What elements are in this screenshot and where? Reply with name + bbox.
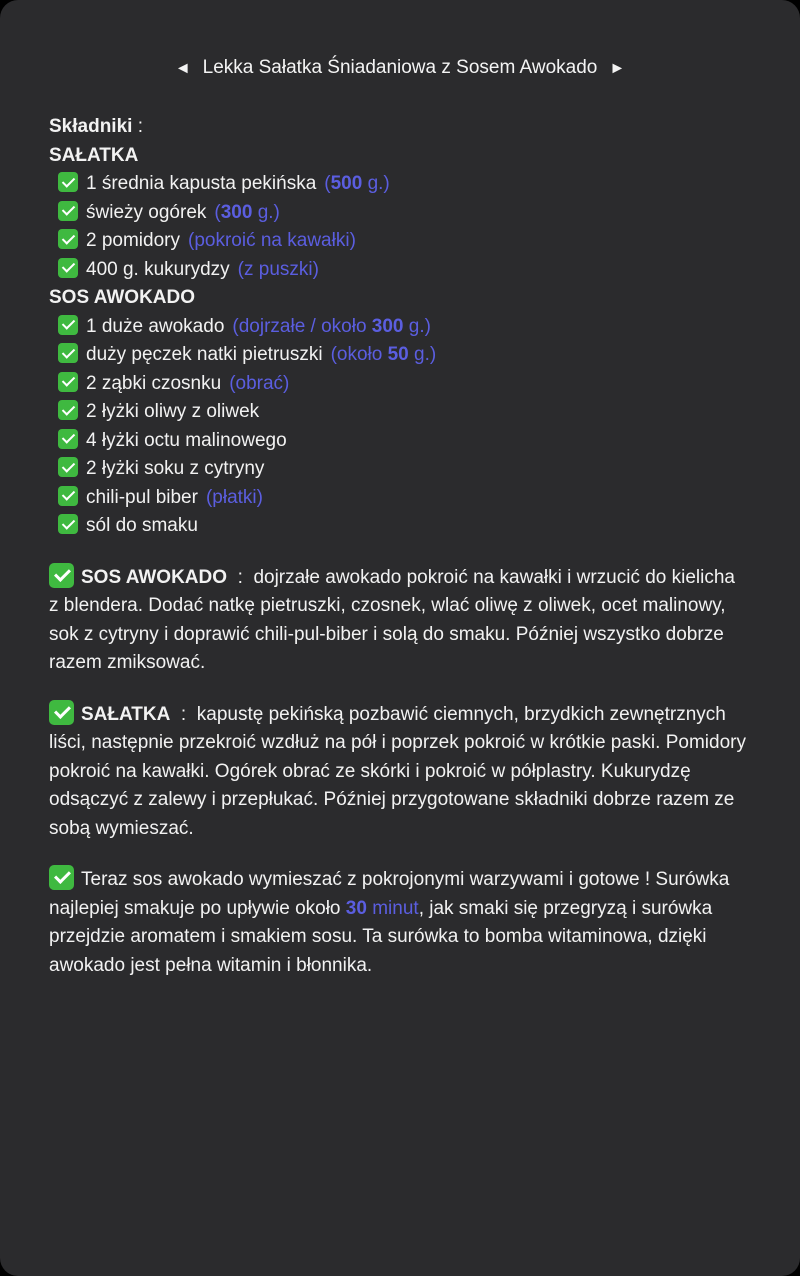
ingredient-item <box>58 512 749 541</box>
step-sauce <box>49 563 749 678</box>
ingredient-text: świeży ogórek <box>86 201 207 223</box>
ingredient-item <box>58 341 749 370</box>
ingredient-item <box>58 398 749 427</box>
ingredient-item <box>58 256 749 285</box>
note-prefix: ( <box>324 173 331 194</box>
ingredients-title-suffix: : <box>132 116 143 137</box>
step-body: kapustę pekińską pozbawić ciemnych, brzydkich zewnętrznych liści, następnie przekroić wzdłuż na pół i poprzek pokroić w krótkie paski. Pomidory pokroić na kawałki. Ogórek obrać ze skórki i pokroić w półplastry. Kukurydzę odsączyć z zalewy i przepłukać. Później przygotowane składniki dobrze razem ze sobą wymieszać. <box>49 703 746 839</box>
ingredient-item <box>58 199 749 228</box>
note-suffix: g.) <box>408 344 437 365</box>
step-lead: SOS AWOKADO <box>81 566 228 588</box>
check-icon <box>58 372 78 392</box>
step-salad <box>49 700 749 844</box>
note-prefix: (dojrzałe / około <box>232 315 372 337</box>
note-quantity: 50 <box>387 344 409 365</box>
note-suffix: g.) <box>362 173 390 194</box>
spacer <box>49 843 749 865</box>
note-suffix: g.) <box>252 201 280 223</box>
step-text-after: , jak smaki się przegryzą i surówka przejdzie aromatem i smakiem sosu. Ta surówka to bomba witaminowa, dzięki awokado jest pełna witamin i błonnika. <box>49 897 713 976</box>
ingredients-title: Składniki <box>49 116 133 137</box>
note-suffix: g.) <box>403 315 431 337</box>
check-icon <box>58 514 78 534</box>
ingredient-item <box>58 227 749 256</box>
ingredient-text: 1 średnia kapusta pekińska <box>86 173 317 194</box>
recipe-title: Lekka Sałatka Śniadaniowa z Sosem Awokado <box>202 57 598 78</box>
note-quantity: 300 <box>371 315 404 337</box>
check-icon <box>49 563 74 588</box>
check-icon <box>58 258 78 278</box>
ingredient-text: 400 g. kukurydzy <box>86 258 230 280</box>
ingredient-text: 2 ząbki czosnku <box>86 372 222 394</box>
salad-heading: SAŁATKA <box>49 144 139 166</box>
check-icon <box>58 429 78 449</box>
previous-arrow-icon[interactable]: ◄ <box>174 60 191 77</box>
ingredient-item <box>58 455 749 484</box>
step-final <box>49 865 749 980</box>
ingredient-item <box>58 170 749 199</box>
ingredient-note: (płatki) <box>205 486 263 508</box>
check-icon <box>49 865 74 890</box>
ingredient-note <box>214 202 279 223</box>
ingredient-item <box>58 427 749 456</box>
ingredient-item <box>58 484 749 513</box>
check-icon <box>58 172 78 192</box>
ingredient-note: (pokroić na kawałki) <box>188 230 356 251</box>
ingredient-text: 2 pomidory <box>86 230 180 251</box>
ingredient-note <box>232 316 431 337</box>
check-icon <box>58 400 78 420</box>
note-prefix: (około <box>330 344 388 365</box>
ingredients-heading <box>49 113 749 142</box>
step-text-before: Teraz sos awokado wymieszać z pokrojonymi warzywami i gotowe ! Surówka najlepiej smakuje po upływie około <box>49 869 730 919</box>
step-body: dojrzałe awokado pokroić na kawałki i wrzucić do kielicha z blendera. Dodać natkę pietruszki, czosnek, wlać oliwę z oliwek, ocet malinowy, sok z cytryny i doprawić chili-pul-biber i solą do smaku. Później wszystko dobrze razem zmiksować. <box>49 566 735 673</box>
note-quantity: 300 <box>220 201 253 223</box>
ingredient-text: chili-pul biber <box>86 486 198 508</box>
ingredient-note: (obrać) <box>229 372 290 394</box>
step-time-unit: minut <box>366 897 419 919</box>
ingredient-item <box>58 313 749 342</box>
ingredient-text: 2 łyżki soku z cytryny <box>86 458 265 479</box>
check-icon <box>58 201 78 221</box>
step-separator: : <box>227 566 254 588</box>
ingredient-text: sól do smaku <box>86 515 198 536</box>
ingredient-text: 4 łyżki octu malinowego <box>86 429 287 451</box>
ingredient-text: duży pęczek natki pietruszki <box>86 344 323 365</box>
ingredient-note <box>331 344 437 365</box>
spacer <box>49 541 749 563</box>
next-arrow-icon[interactable]: ► <box>609 60 626 77</box>
check-icon <box>58 315 78 335</box>
step-time-number: 30 <box>345 897 367 919</box>
check-icon <box>58 457 78 477</box>
spacer <box>49 678 749 700</box>
check-icon <box>58 343 78 363</box>
step-lead: SAŁATKA <box>81 703 171 725</box>
ingredient-text: 2 łyżki oliwy z oliwek <box>86 401 260 422</box>
ingredient-text: 1 duże awokado <box>86 315 225 337</box>
ingredient-note: (z puszki) <box>237 258 319 280</box>
check-icon <box>58 486 78 506</box>
recipe-content <box>49 113 749 980</box>
sauce-heading: SOS AWOKADO <box>49 287 196 308</box>
step-separator: : <box>170 703 197 725</box>
note-quantity: 500 <box>330 173 363 194</box>
check-icon <box>58 229 78 249</box>
ingredient-item <box>58 370 749 399</box>
check-icon <box>49 700 74 725</box>
note-prefix: ( <box>214 201 221 223</box>
recipe-navigation <box>0 56 800 81</box>
ingredient-note <box>324 173 389 194</box>
